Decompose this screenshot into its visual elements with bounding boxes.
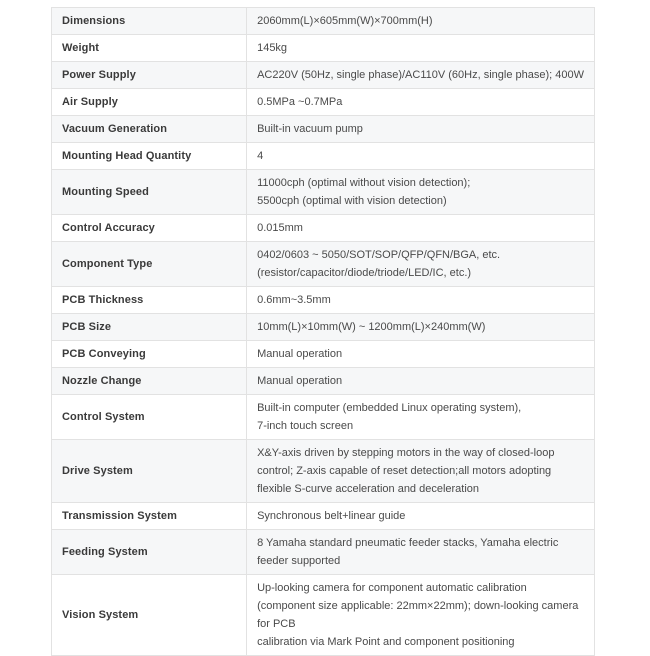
table-row <box>52 368 595 395</box>
table-row <box>52 440 595 503</box>
spec-label: Control Accuracy <box>52 215 247 242</box>
spec-value <box>247 89 595 116</box>
spec-value-line: 8 Yamaha standard pneumatic feeder stacks, Yamaha electric <box>257 537 559 549</box>
spec-value-line: Synchronous belt+linear guide <box>257 510 406 522</box>
spec-value-line: 11000cph (optimal without vision detection); <box>257 177 471 189</box>
spec-label: Feeding System <box>52 530 247 575</box>
table-row <box>52 575 595 656</box>
spec-value-line: 0.5MPa ~0.7MPa <box>257 96 343 108</box>
table-row <box>52 116 595 143</box>
spec-label: Component Type <box>52 242 247 287</box>
table-row <box>52 62 595 89</box>
spec-value-line: for PCB <box>257 618 296 630</box>
spec-value <box>247 143 595 170</box>
table-row <box>52 89 595 116</box>
spec-value <box>247 35 595 62</box>
table-row <box>52 215 595 242</box>
spec-label: Drive System <box>52 440 247 503</box>
spec-label: Vision System <box>52 575 247 656</box>
spec-value-line: control; Z-axis capable of reset detection;all motors adopting <box>257 465 552 477</box>
spec-value-line: (resistor/capacitor/diode/triode/LED/IC, etc.) <box>257 267 472 279</box>
spec-value-line: 10mm(L)×10mm(W) ~ 1200mm(L)×240mm(W) <box>257 321 486 333</box>
spec-value-line: Built-in computer (embedded Linux operating system), <box>257 402 522 414</box>
spec-value <box>247 62 595 89</box>
spec-label: Mounting Speed <box>52 170 247 215</box>
spec-value <box>247 530 595 575</box>
spec-value-line: flexible S-curve acceleration and deceleration <box>257 483 480 495</box>
spec-value-line: 4 <box>257 150 264 162</box>
spec-value <box>247 242 595 287</box>
spec-label: Power Supply <box>52 62 247 89</box>
spec-value-line: 0.6mm~3.5mm <box>257 294 331 306</box>
spec-value-line: Built-in vacuum pump <box>257 123 363 135</box>
spec-value <box>247 116 595 143</box>
spec-value <box>247 368 595 395</box>
spec-value <box>247 503 595 530</box>
spec-value-line: 2060mm(L)×605mm(W)×700mm(H) <box>257 15 433 27</box>
table-row <box>52 287 595 314</box>
spec-value <box>247 170 595 215</box>
table-row <box>52 170 595 215</box>
spec-value-line: (component size applicable: 22mm×22mm); down-looking camera <box>257 600 579 612</box>
spec-value-line: X&Y-axis driven by stepping motors in the way of closed-loop <box>257 447 555 459</box>
spec-value <box>247 8 595 35</box>
table-row <box>52 395 595 440</box>
table-row <box>52 143 595 170</box>
table-row <box>52 35 595 62</box>
table-row <box>52 503 595 530</box>
spec-label: Nozzle Change <box>52 368 247 395</box>
spec-value <box>247 395 595 440</box>
spec-value <box>247 215 595 242</box>
table-row <box>52 242 595 287</box>
spec-label: Control System <box>52 395 247 440</box>
spec-table <box>51 7 595 656</box>
spec-value <box>247 287 595 314</box>
table-row <box>52 8 595 35</box>
table-row <box>52 314 595 341</box>
spec-label: Vacuum Generation <box>52 116 247 143</box>
spec-value-line: 145kg <box>257 42 288 54</box>
spec-value <box>247 440 595 503</box>
spec-value-line: 5500cph (optimal with vision detection) <box>257 195 447 207</box>
spec-label: Mounting Head Quantity <box>52 143 247 170</box>
spec-label: Dimensions <box>52 8 247 35</box>
spec-label: PCB Thickness <box>52 287 247 314</box>
spec-value <box>247 575 595 656</box>
spec-value-line: 7-inch touch screen <box>257 420 354 432</box>
spec-label: Transmission System <box>52 503 247 530</box>
spec-label: PCB Conveying <box>52 341 247 368</box>
spec-value-line: Manual operation <box>257 375 343 387</box>
spec-value-line: 0402/0603 ~ 5050/SOT/SOP/QFP/QFN/BGA, etc. <box>257 249 501 261</box>
spec-value-line: Up-looking camera for component automatic calibration <box>257 582 527 594</box>
spec-value <box>247 341 595 368</box>
spec-label: Weight <box>52 35 247 62</box>
spec-value-line: Manual operation <box>257 348 343 360</box>
spec-value-line: 0.015mm <box>257 222 303 234</box>
spec-value <box>247 314 595 341</box>
spec-label: PCB Size <box>52 314 247 341</box>
spec-value-line: AC220V (50Hz, single phase)/AC110V (60Hz, single phase); 400W <box>257 69 584 81</box>
spec-label: Air Supply <box>52 89 247 116</box>
spec-value-line: calibration via Mark Point and component positioning <box>257 636 515 648</box>
spec-value-line: feeder supported <box>257 555 341 567</box>
table-row <box>52 530 595 575</box>
table-row <box>52 341 595 368</box>
